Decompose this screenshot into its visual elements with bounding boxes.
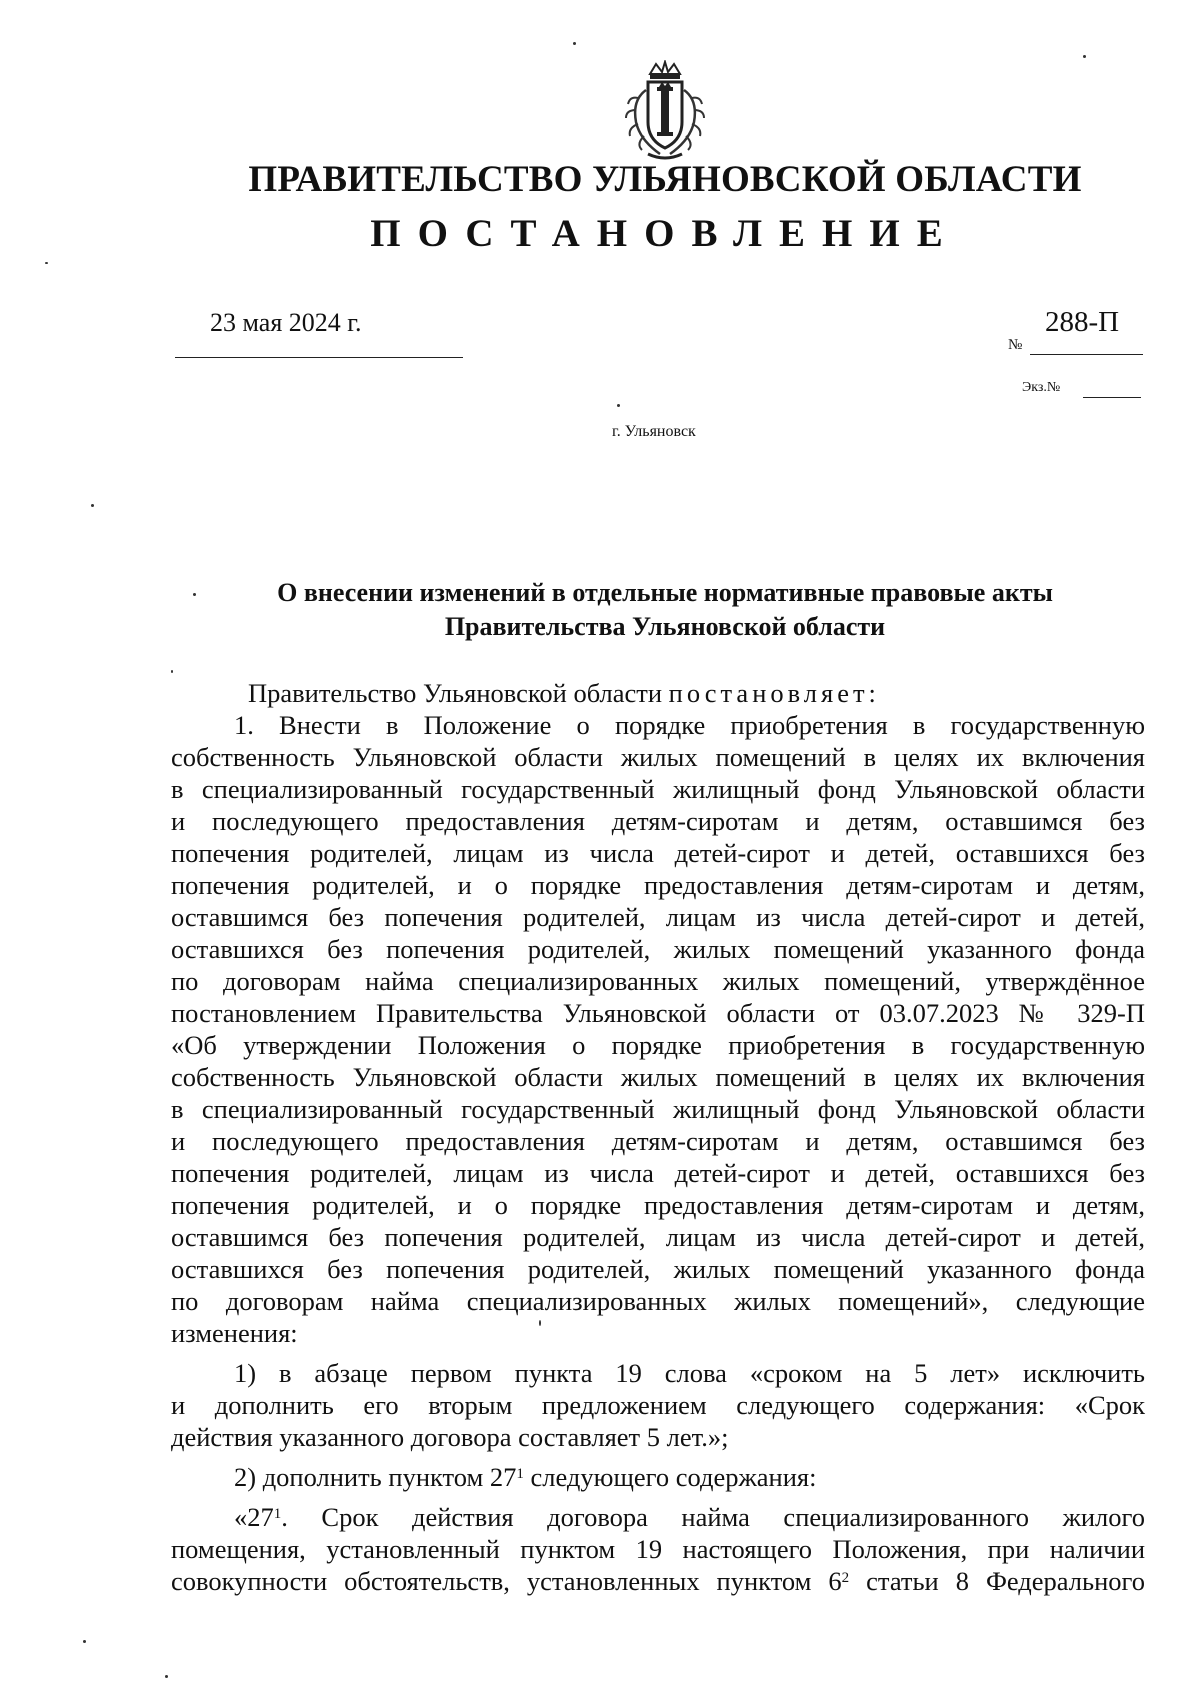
quote-line-3-text: совокупности обстоятельств, установленных пунктом 6 <box>171 1566 842 1596</box>
scan-speck <box>617 404 620 407</box>
body-line: действия указанного договора составляет 5 лет.»; <box>171 1422 729 1452</box>
body-line: 1. Внести в Положение о порядке приобретения в государственную <box>234 710 1145 740</box>
quote-line-1 <box>234 1501 1145 1533</box>
item-2-text-rest: следующего содержания: <box>523 1462 817 1492</box>
quote-open: «27 <box>234 1502 274 1532</box>
document-date: 23 мая 2024 г. <box>210 308 362 337</box>
number-underline <box>1030 354 1143 355</box>
body-line: изменения: <box>171 1318 298 1348</box>
body-line: по договорам найма специализированных жилых помещений», следующие <box>171 1286 1145 1316</box>
quote-superscript: 1 <box>273 1506 282 1522</box>
heading-line-2: Правительства Ульяновской области <box>444 612 886 641</box>
document-number: 288-П <box>1045 306 1120 338</box>
document-type: ПОСТАНОВЛЕНИЕ <box>370 212 960 255</box>
body-line: оставшихся без попечения родителей, жилых помещений указанного фонда <box>171 1254 1145 1284</box>
quote-rest: . Срок действия договора найма специализированного жилого <box>281 1502 1145 1532</box>
scan-speck <box>1083 55 1086 58</box>
quote-line-3-superscript: 2 <box>841 1570 850 1586</box>
item-2-text: 2) дополнить пунктом 27 <box>234 1462 517 1492</box>
copy-number-underline <box>1083 397 1141 398</box>
body-line: собственность Ульяновской области жилых помещений в целях их включения <box>171 1062 1145 1092</box>
body-line: 1) в абзаце первом пункта 19 слова «сроком на 5 лет» исключить <box>234 1358 1145 1388</box>
quote-line-3 <box>171 1565 1145 1597</box>
scan-speck <box>539 1320 541 1326</box>
intro-text: Правительство Ульяновской области <box>248 678 663 708</box>
item-2-superscript: 1 <box>516 1466 524 1482</box>
body-line: попечения родителей, и о порядке предоставления детям-сиротам и детям, <box>171 870 1145 900</box>
body-line: собственность Ульяновской области жилых помещений в целях их включения <box>171 742 1145 772</box>
body-line: в специализированный государственный жилищный фонд Ульяновской области <box>171 1094 1145 1124</box>
scan-speck <box>573 42 576 45</box>
body-line: и дополнить его вторым предложением следующего содержания: «Срок <box>171 1390 1145 1420</box>
intro-decision-word: постановляет: <box>668 678 880 708</box>
scan-speck <box>83 1640 86 1643</box>
body-line: «Об утверждении Положения о порядке приобретения в государственную <box>171 1030 1145 1060</box>
scan-speck <box>165 1675 168 1678</box>
ulyanovsk-coat-of-arms-icon <box>612 60 718 164</box>
body-line: и последующего предоставления детям-сиротам и детям, оставшимся без <box>171 1126 1145 1156</box>
body-line: оставшимся без попечения родителей, лицам из числа детей-сирот и детей, <box>171 902 1145 932</box>
date-underline <box>175 357 463 358</box>
body-line: попечения родителей, лицам из числа детей-сирот и детей, оставшихся без <box>171 1158 1145 1188</box>
scan-speck <box>45 262 48 264</box>
body-line: и последующего предоставления детям-сиротам и детям, оставшимся без <box>171 806 1145 836</box>
copy-number-label: Экз.№ <box>1022 380 1061 395</box>
city-name: г. Ульяновск <box>612 423 696 440</box>
document-heading <box>160 576 1170 644</box>
body-line: попечения родителей, и о порядке предоставления детям-сиротам и детям, <box>171 1190 1145 1220</box>
scan-speck <box>193 593 196 596</box>
intro-paragraph <box>248 677 880 709</box>
heading-line-1: О внесении изменений в отдельные нормативные правовые акты <box>277 578 1053 607</box>
quote-line-3-rest: статьи 8 Федерального <box>849 1566 1145 1596</box>
body-line: по договорам найма специализированных жилых помещений, утверждённое <box>171 966 1145 996</box>
scan-speck <box>91 504 94 507</box>
body-line: постановлением Правительства Ульяновской области от 03.07.2023 № 329-П <box>171 998 1145 1028</box>
body-line: оставшихся без попечения родителей, жилых помещений указанного фонда <box>171 934 1145 964</box>
body-line: помещения, установленный пунктом 19 настоящего Положения, при наличии <box>171 1534 1145 1564</box>
item-2-line <box>234 1461 816 1493</box>
organization-title: ПРАВИТЕЛЬСТВО УЛЬЯНОВСКОЙ ОБЛАСТИ <box>248 159 1082 200</box>
body-line: попечения родителей, лицам из числа детей-сирот и детей, оставшихся без <box>171 838 1145 868</box>
body-line: оставшимся без попечения родителей, лицам из числа детей-сирот и детей, <box>171 1222 1145 1252</box>
number-sign: № <box>1008 337 1023 353</box>
body-line: в специализированный государственный жилищный фонд Ульяновской области <box>171 774 1145 804</box>
scan-speck <box>171 670 173 673</box>
